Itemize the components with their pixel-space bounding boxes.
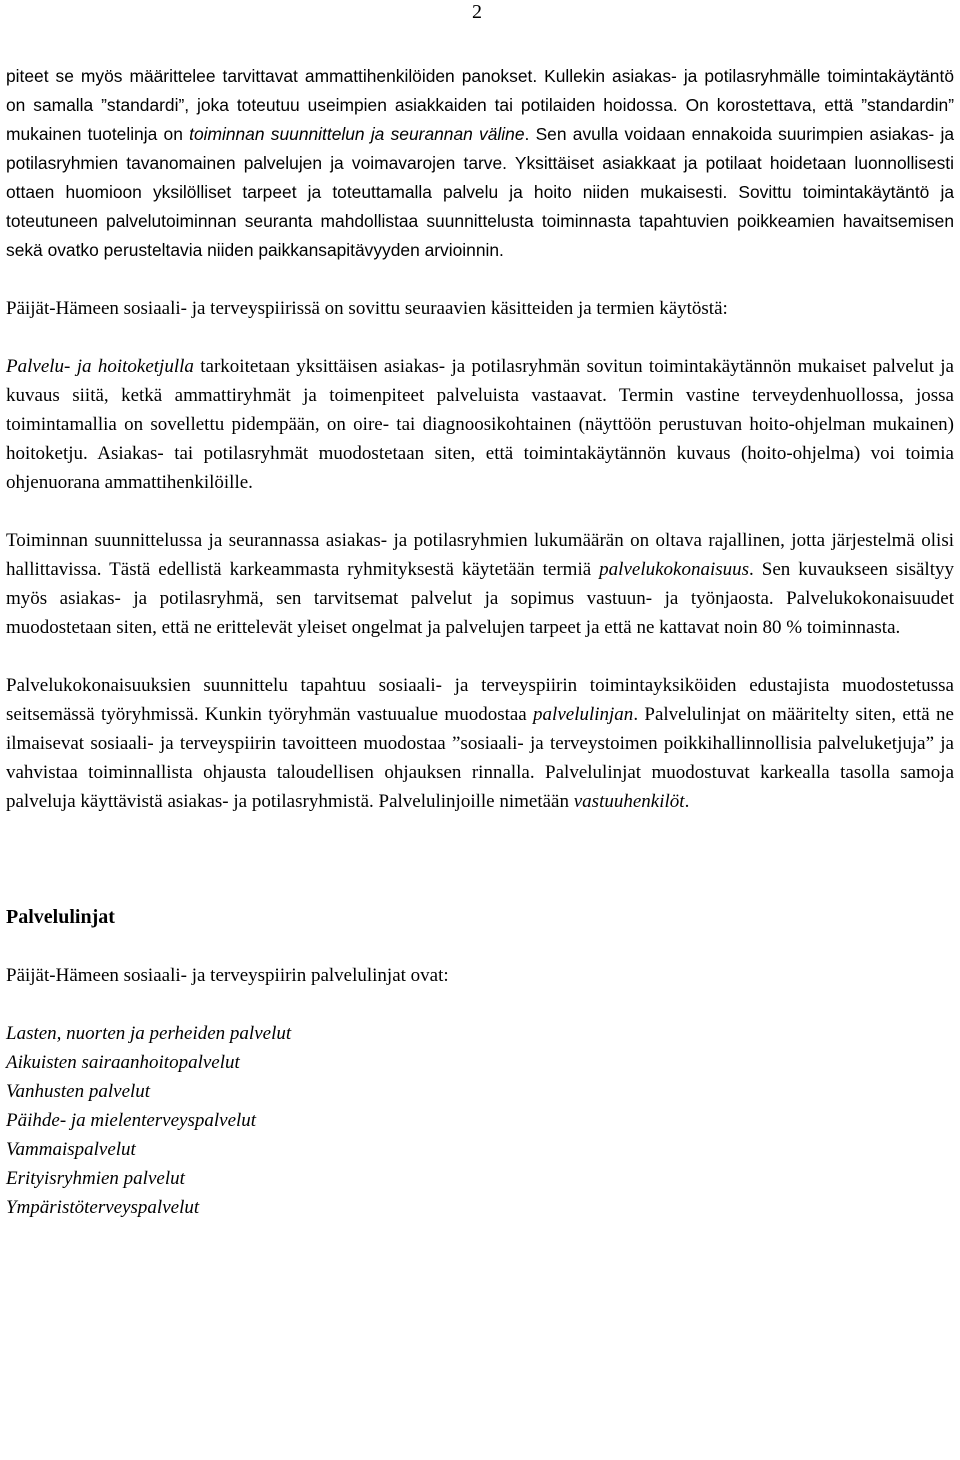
- paragraph-text: piteet se myös määrittelee tarvittavat ammattihenkilöiden panokset. Kullekin asiakas- ja potilasryhmälle toimintakäytäntö on samalla ”standardi”, joka toteutuu useimpien asiakkaiden tai potilaiden hoidossa. On korostettava, että ”standardin” mukainen tuotelinja on: [6, 66, 954, 144]
- paragraph-text: . Sen kuvaukseen sisältyy myös asiakas- ja potilasryhmä, sen tarvitsemat palvelut ja sopimus vastuun- ja työnjaosta. Palvelukokonaisuudet muodostetaan siten, että ne erittelevät yleiset ongelmat ja palvelujen tarpeet ja että ne kattavat noin 80 % toiminnasta.: [6, 559, 954, 638]
- service-lines-list: [6, 1019, 954, 1222]
- list-item: Vammaispalvelut: [6, 1139, 136, 1160]
- paragraph-text: . Sen avulla voidaan ennakoida suurimpien asiakas- ja potilasryhmien tavanomainen palvelujen ja voimavarojen tarve. Yksittäiset asiakkaat ja potilaat hoidetaan luonnollisesti ottaen huomioon yksilölliset tarpeet ja toteuttamalla palvelu ja hoito niiden mukaisesti. Sovittu toimintakäytäntö ja toteutuneen palvelutoiminnan seuranta mahdollistaa suunnittelusta toiminnasta tapahtuvien poikkeamien havaitsemisen sekä ovatko perusteltavia niiden paikkansapitävyyden arvioinnin.: [6, 124, 955, 260]
- term-palvelukokonaisuus: palvelukokonaisuus: [599, 559, 750, 580]
- page-number: 2: [472, 1, 482, 23]
- paragraph-palvelulinja: [6, 671, 954, 816]
- term-palvelulinja: palvelulinjan: [533, 704, 634, 725]
- emphasis-text: toiminnan suunnittelun ja seurannan väline: [189, 124, 525, 144]
- list-item: Vanhusten palvelut: [6, 1081, 151, 1102]
- paragraph-text: Palvelukokonaisuuksien suunnittelu tapahtuu sosiaali- ja terveyspiirin toimintayksiköiden edustajista muodostetussa seitsemässä työryhmissä. Kunkin työryhmän vastuualue muodostaa: [6, 675, 954, 725]
- term-vastuuhenkilot: vastuuhenkilöt: [573, 791, 685, 812]
- paragraph-palvelukokonaisuus: [6, 526, 954, 642]
- list-item: Ympäristöterveyspalvelut: [6, 1197, 200, 1218]
- service-lines-intro: Päijät-Hämeen sosiaali- ja terveyspiirin palvelulinjat ovat:: [6, 965, 449, 986]
- paragraph-text: . Palvelulinjat on määritelty siten, että ne ilmaisevat sosiaali- ja terveyspiirin tavoitteen muodostaa ”sosiaali- ja terveystoimen poikkihallinnollisia palveluketjuja” ja vahvistaa toiminnallista ohjausta taloudellisen ohjauksen rinnalla. Palvelulinjat muodostuvat karkealla tasolla samoja palveluja käyttävistä asiakas- ja potilasryhmistä. Palvelulinjoille nimetään: [6, 704, 954, 812]
- list-item: Päihde- ja mielenterveyspalvelut: [6, 1110, 257, 1131]
- document-body: [6, 62, 954, 1222]
- section-heading: Palvelulinjat: [6, 906, 115, 928]
- paragraph-text: .: [684, 791, 690, 812]
- paragraph-text: tarkoitetaan yksittäisen asiakas- ja potilasryhmän sovitun toimintakäytännön mukaiset palvelut ja kuvaus siitä, ketkä ammattiryhmät ja toimenpiteet palveluista vastaavat. Termin vastine terveydenhuollossa, jossa toimintamallia on sovellettu pidempään, on oire- tai diagnoosikohtainen (näyttöön perustuvan hoito-ohjelman mukainen) hoitoketju. Asiakas- tai potilasryhmät muodostetaan siten, että toimintakäytännön kuvaus (hoito-ohjelma) voi toimia ohjenuorana ammattihenkilöille.: [6, 356, 954, 493]
- list-item: Lasten, nuorten ja perheiden palvelut: [6, 1023, 292, 1044]
- term-palvelu-ja-hoitoketju: Palvelu- ja hoitoketjulla: [6, 356, 194, 377]
- paragraph-text: Toiminnan suunnittelussa ja seurannassa asiakas- ja potilasryhmien lukumäärän on oltava rajallinen, jotta järjestelmä olisi hallittavissa. Tästä edellistä karkeammasta ryhmityksestä käytetään termiä: [6, 530, 954, 580]
- list-item: Erityisryhmien palvelut: [6, 1168, 185, 1189]
- paragraph-palvelu-ja-hoitoketju: [6, 352, 954, 497]
- paragraph-toimintakaytanto: [6, 62, 954, 265]
- list-item: Aikuisten sairaanhoitopalvelut: [6, 1052, 240, 1073]
- paragraph-kasitteet: Päijät-Hämeen sosiaali- ja terveyspiirissä on sovittu seuraavien käsitteiden ja termien käytöstä:: [6, 298, 728, 319]
